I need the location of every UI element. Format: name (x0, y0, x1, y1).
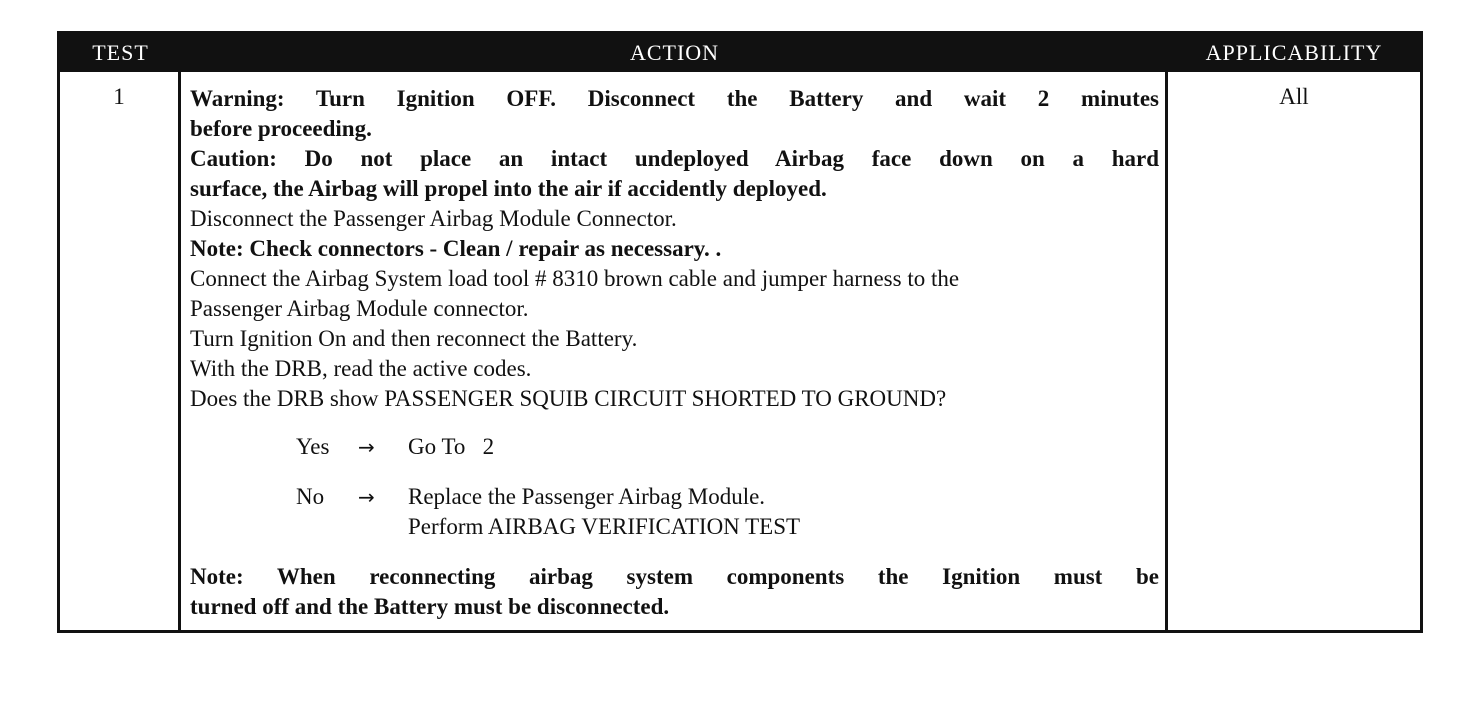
step-connect-line-2: Passenger Airbag Module connector. (190, 296, 529, 321)
header-action: ACTION (181, 34, 1168, 72)
yes-result: Go To 2 (408, 434, 495, 459)
warning-line-2: before proceeding. (190, 116, 372, 141)
yes-label: Yes (296, 434, 330, 459)
applicability-value: All (1279, 84, 1309, 109)
action-cell (181, 72, 1168, 630)
no-branch (296, 482, 1159, 542)
no-result-line-2: Perform AIRBAG VERIFICATION TEST (408, 514, 801, 539)
applicability-cell (1168, 72, 1420, 630)
test-number-cell (60, 72, 181, 630)
diagnostic-test-table (57, 31, 1423, 633)
step-disconnect: Disconnect the Passenger Airbag Module Connector. (190, 206, 677, 231)
caution-line-2: surface, the Airbag will propel into the air if accidently deployed. (190, 176, 827, 201)
final-note (190, 562, 1159, 622)
test-number: 1 (113, 84, 125, 109)
header-test: TEST (60, 34, 181, 72)
warning-line-1: Warning: Turn Ignition OFF. Disconnect the Battery and wait 2 minutes (190, 86, 1159, 111)
header-applicability: APPLICABILITY (1168, 34, 1420, 72)
step-ignition-on: Turn Ignition On and then reconnect the Battery. (190, 326, 638, 351)
step-read-codes: With the DRB, read the active codes. (190, 356, 532, 381)
no-label: No (296, 484, 325, 509)
right-arrow-icon: → (358, 485, 375, 509)
note-check-connectors: Note: Check connectors - Clean / repair as necessary. . (190, 236, 722, 261)
yes-branch (296, 432, 1159, 462)
step-connect-line-1: Connect the Airbag System load tool # 8310 brown cable and jumper harness to the (190, 266, 960, 291)
no-result-line-1: Replace the Passenger Airbag Module. (408, 484, 766, 509)
no-result (408, 482, 1159, 542)
caution-line-1: Caution: Do not place an intact undeployed Airbag face down on a hard (190, 146, 1159, 171)
diagnostic-question: Does the DRB show PASSENGER SQUIB CIRCUIT SHORTED TO GROUND? (190, 386, 947, 411)
right-arrow-icon: → (358, 435, 375, 459)
final-note-line-1: Note: When reconnecting airbag system components the Ignition must be (190, 564, 1159, 589)
final-note-line-2: turned off and the Battery must be disconnected. (190, 594, 670, 619)
